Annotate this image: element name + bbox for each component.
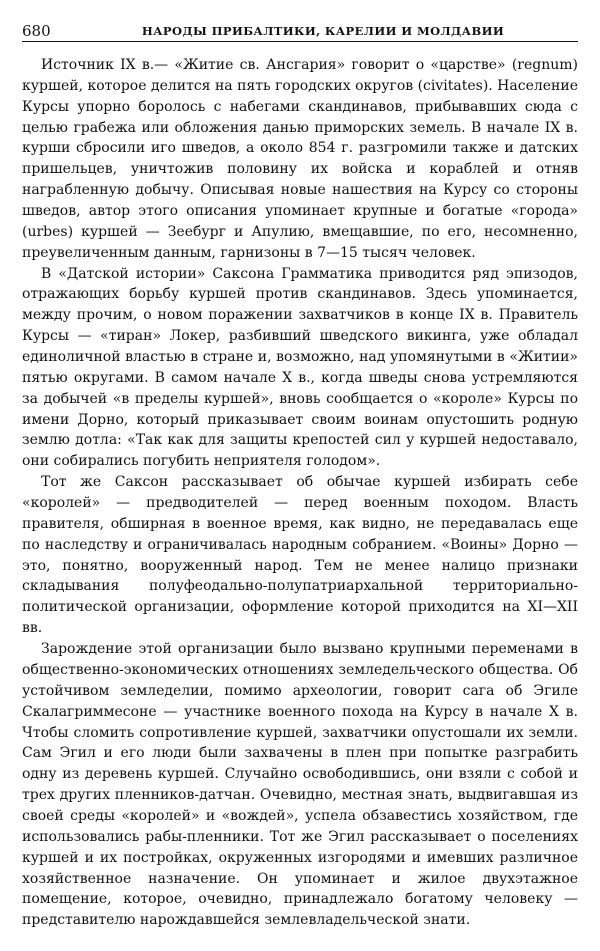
page-number: 680 xyxy=(22,22,51,40)
paragraph-2: В «Датской истории» Саксона Грамматика приводится ряд эпизодов, отражающих борьбу куршей против скандинавов. Здесь упоминается, между прочим, о новом поражении захватчиков в конце IX в. Правитель Курсы — «тиран» Локер, разбивший шведского викинга, уже обладал единоличной властью в стране и, возможно, над упомянутыми в «Житии» пятью округами. В самом начале X в., когда шведы снова устремляются за добычей «в пределы куршей», вновь сообщается о «короле» Курсы по имени Дорно, который приказывает своим воинам опустошить родную землю дотла: «Так как для защиты крепостей сил у куршей недоставало, они собирались погубить неприятеля голодом». xyxy=(22,265,578,470)
body-text xyxy=(22,55,578,931)
running-title: НАРОДЫ ПРИБАЛТИКИ, КАРЕЛИИ И МОЛДАВИИ xyxy=(141,24,505,38)
paragraph-4: Зарождение этой организации было вызвано крупными переменами в общественно-экономических отношениях земледельческого общества. Об устойчивом земледелии, помимо археологии, говорит сага об Эгиле Скалагриммесоне — участнике военного похода на Курсу в начале X в. Чтобы сломить сопротивление куршей, захватчики опустошали их земли. Сам Эгил и его люди были захвачены в плен при попытке разграбить одну из деревень куршей. Случайно освободившись, они взяли с собой и трех других пленников-датчан. Очевидно, местная знать, выдвигавшая из своей среды «королей» и «вождей», успела обзавестись хозяйством, где использовались рабы-пленники. Тот же Эгил рассказывает о поселениях куршей и их постройках, окруженных изгородями и имевших различное хозяйственное назначение. Он упоминает и жилое двухэтажное помещение, которое, очевидно, принадлежало богатому человеку — представителю нарождавшейся землевладельческой знати. xyxy=(22,641,578,929)
page-header xyxy=(22,14,578,40)
paragraph-3: Тот же Саксон рассказывает об обычае куршей избирать себе «королей» — предводителей — перед военным походом. Власть правителя, обширная в военное время, как видно, не передавалась еще по наследству и ограничивалась народным собранием. «Воины» Дорно — это, понятно, вооруженный народ. Тем не менее налицо признаки складывания полуфеодально-полупатриархальной территориально-политической организации, оформление которой приходится на XI—XII вв. xyxy=(22,474,578,637)
header-rule xyxy=(22,41,578,42)
paragraph-1: Источник IX в.— «Житие св. Ансгария» говорит о «царстве» (regnum) куршей, которое делится на пять городских округов (civitates). Население Курсы упорно боролось с набегами скандинавов, прибывавших сюда с целью грабежа или обложения данью приморских земель. В начале IX в. курши сбросили иго шведов, а около 854 г. разгромили также и датских пришельцев, уничтожив половину их войска и кораблей и отняв награбленную добычу. Описывая новые нашествия на Курсу со стороны шведов, автор этого описания упоминает крупные и богатые «города» (urbes) куршей — Зеебург и Апулию, вмещавшие, по его, несомненно, преувеличенным данным, гарнизоны в 7—15 тысяч человек. xyxy=(22,57,578,261)
